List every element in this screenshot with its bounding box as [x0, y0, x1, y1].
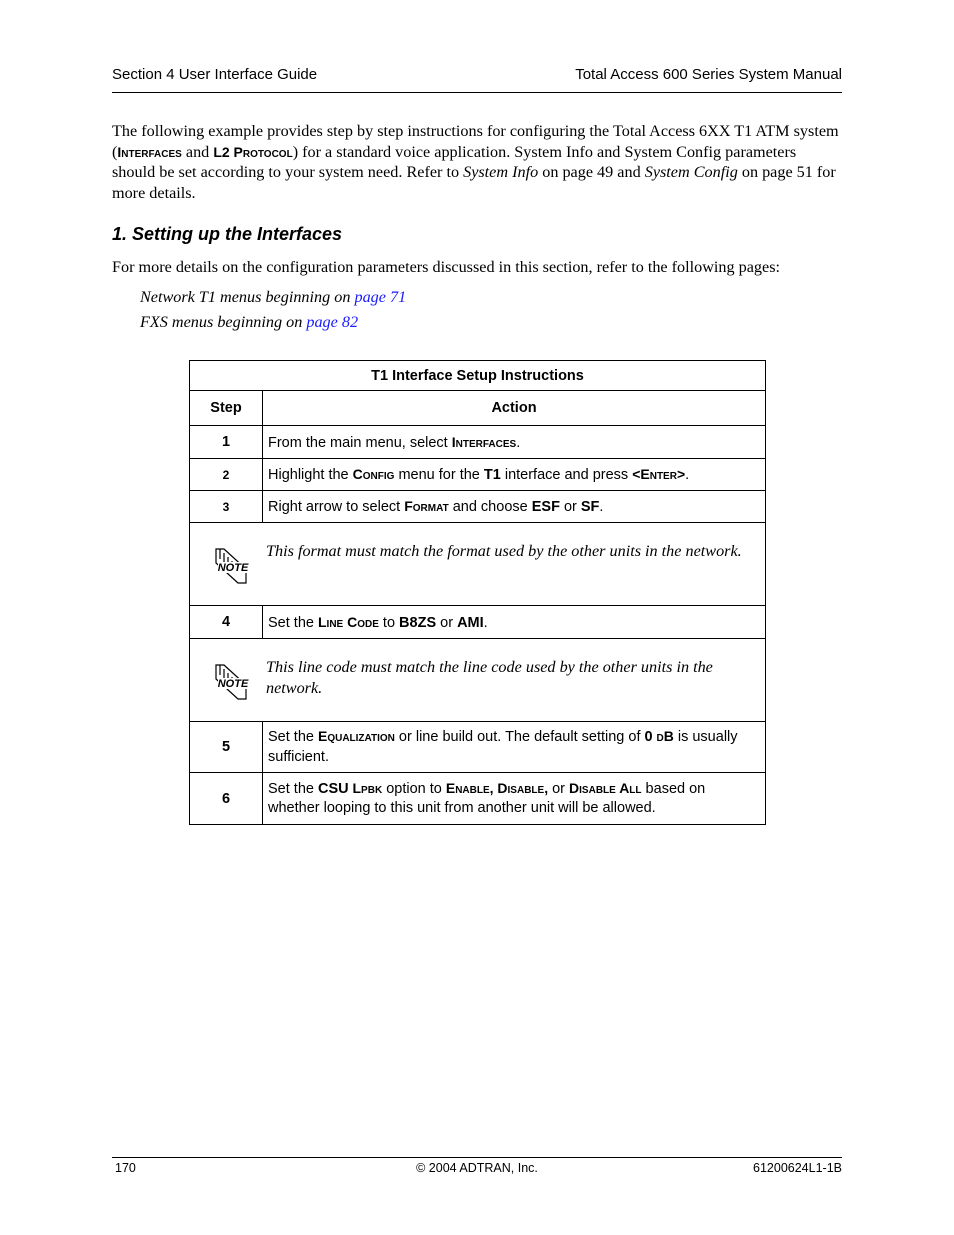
header-manual-title: Total Access 600 Series System Manual: [575, 66, 842, 83]
note-row: [190, 523, 766, 606]
section-heading: 1. Setting up the Interfaces: [112, 224, 343, 244]
link-page-71[interactable]: page 71: [354, 288, 407, 306]
table-row: 3 Right arrow to select Format and choose ESF or SF.: [190, 491, 766, 523]
table-row: 2 Highlight the Config menu for the T1 interface and press <Enter>.: [190, 459, 766, 491]
note-text-format: This format must match the format used by the other units in the network.: [266, 542, 742, 560]
note-row: [190, 639, 766, 722]
system-info-ref: System Info: [463, 163, 539, 181]
table-row: 5 Set the Equalization or line build out. The default setting of 0 dB is usually sufficient.: [190, 722, 766, 773]
note-icon: [212, 547, 252, 585]
ref-network-t1: Network T1 menus beginning on page 71: [140, 288, 407, 306]
section-paragraph: For more details on the configuration parameters discussed in this section, refer to the following pages:: [112, 258, 781, 276]
ref-fxs: FXS menus beginning on page 82: [140, 313, 359, 331]
system-config-ref: System Config: [644, 163, 738, 181]
interfaces-term: Interfaces: [117, 143, 182, 160]
header-section: Section 4 User Interface Guide: [112, 66, 318, 83]
intro-paragraph: The following example provides step by step instructions for configuring the Total Access 6XX T1 ATM system (Interfaces and L2 Protocol) for a standard voice application. System Info and System Config parameters should be set according to your system need. Refer to System Info on page 49 and System Config on page 51 for more details.: [112, 122, 839, 202]
doc-number: 61200624L1-1B: [753, 1161, 842, 1175]
t1-setup-table: [189, 360, 766, 825]
note-text-line-code: This line code must match the line code used by the other units in the network.: [266, 658, 713, 697]
table-row: 6 Set the CSU Lpbk option to Enable, Disable, or Disable All based on whether looping to this unit from another unit will be allowed.: [190, 773, 766, 825]
table-title: T1 Interface Setup Instructions: [190, 361, 766, 391]
copyright: © 2004 ADTRAN, Inc.: [416, 1161, 538, 1175]
l2-term: L2 Protocol: [213, 143, 293, 160]
svg-text:NOTE: NOTE: [217, 562, 249, 574]
link-page-82[interactable]: page 82: [306, 313, 359, 331]
page-footer: [112, 1157, 842, 1175]
page-number: 170: [115, 1161, 136, 1175]
table-row: 1 From the main menu, select Interfaces.: [190, 426, 766, 459]
note-icon: [212, 663, 252, 701]
svg-text:NOTE: NOTE: [217, 678, 249, 690]
col-step: Step: [190, 391, 263, 426]
col-action: Action: [263, 391, 766, 426]
table-row: 4 Set the Line Code to B8ZS or AMI.: [190, 606, 766, 639]
page-header: [112, 66, 842, 93]
